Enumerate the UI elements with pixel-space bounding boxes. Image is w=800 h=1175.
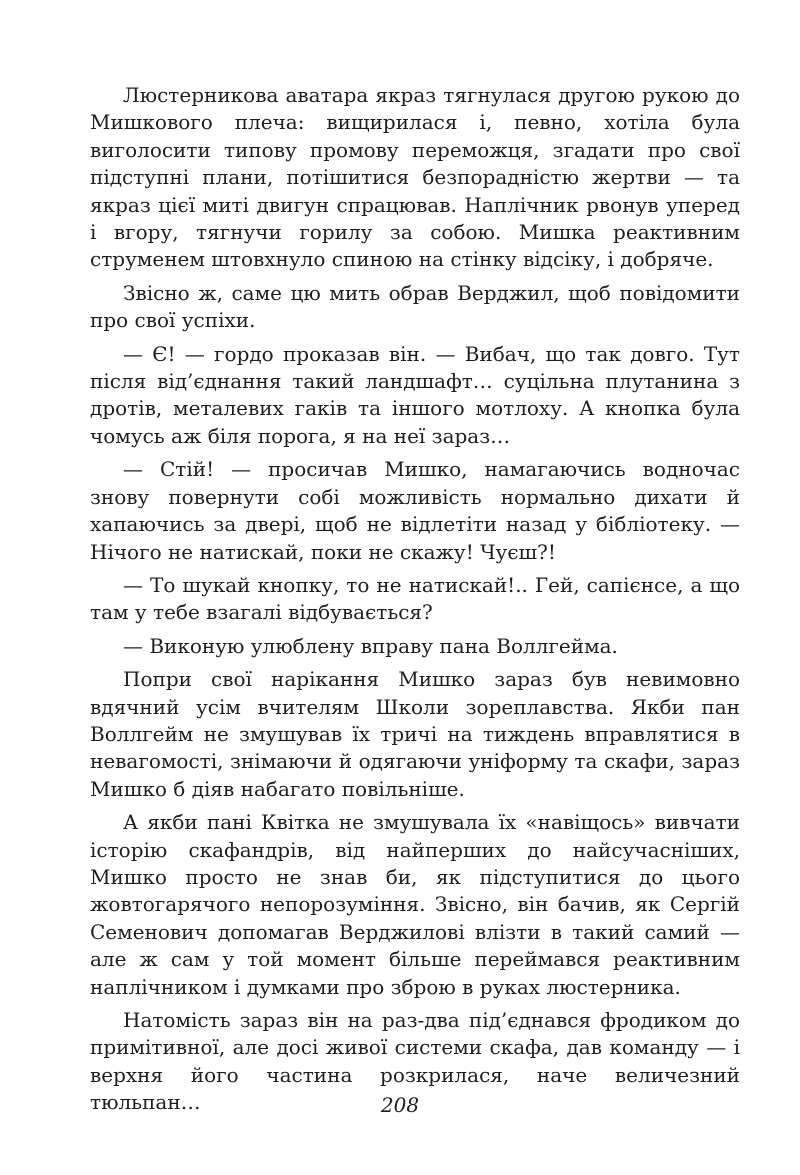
paragraph-7: Попри свої нарікання Мишко зараз був невимовно вдячний усім вчителям Школи зореплавства. Якби пан Воллгейм не змушував їх тричі на тиждень вправлятися в невагомості, знімаючи й одягаючи уніформу та скафи, зараз Мишко б діяв набагато повільніше. — [90, 667, 740, 801]
paragraph-9: Натомість зараз він на раз-два під’єднався фродиком до примітивної, але досі живої системи скафа, дав команду — і верхня його частина розкрилася, наче величезний тюльпан… — [90, 1008, 740, 1115]
paragraph-2: Звісно ж, саме цю мить обрав Верджил, щоб повідомити про свої успіхи. — [90, 280, 740, 333]
paragraph-1: Люстерникова аватара якраз тягнулася другою рукою до Мишкового плеча: вищирилася і, певно, хотіла була виголосити типову промову переможця, згадати про свої підступні плани, потішитися безпорадністю жертви — та якраз цієї миті двигун спрацював. Наплічник рвонув уперед і вгору, тягнучи горилу за собою. Мишка реактивним струменем штовхнуло спиною на стінку відсіку, і добряче. — [90, 83, 740, 272]
page-text — [90, 82, 740, 1123]
paragraph-6: — Виконую улюблену вправу пана Воллгейма. — [123, 633, 618, 658]
page-number: 208 — [380, 1093, 420, 1117]
paragraph-8: А якби пані Квітка не змушувала їх «навіщось» вивчати історію скафандрів, від найперших до найсучасніших, Мишко просто не знав би, як підступитися до цього жовтогарячого непорозуміння. Звісно, він бачив, як Сергій Семенович допомагав Верджилові влізти в такий самий — але ж сам у той момент більше переймався реактивним наплічником і думками про зброю в руках люстерника. — [90, 810, 740, 999]
paragraph-5: — То шукай кнопку, то не натискай!.. Гей, сапієнсе, а що там у тебе взагалі відбувається? — [90, 572, 740, 625]
paragraph-4: — Стій! — просичав Мишко, намагаючись водночас знову повернути собі можливість нормально дихати й хапаючись за двері, щоб не відлетіти назад у бібліотеку. — Нічого не натискай, поки не скажу! Чуєш?! — [90, 457, 740, 564]
paragraph-3: — Є! — гордо проказав він. — Вибач, що так довго. Тут після від’єднання такий ландшафт… суцільна плутанина з дротів, металевих гаків та іншого мотлоху. А кнопка була чомусь аж біля порога, я на неї зараз… — [90, 341, 740, 448]
